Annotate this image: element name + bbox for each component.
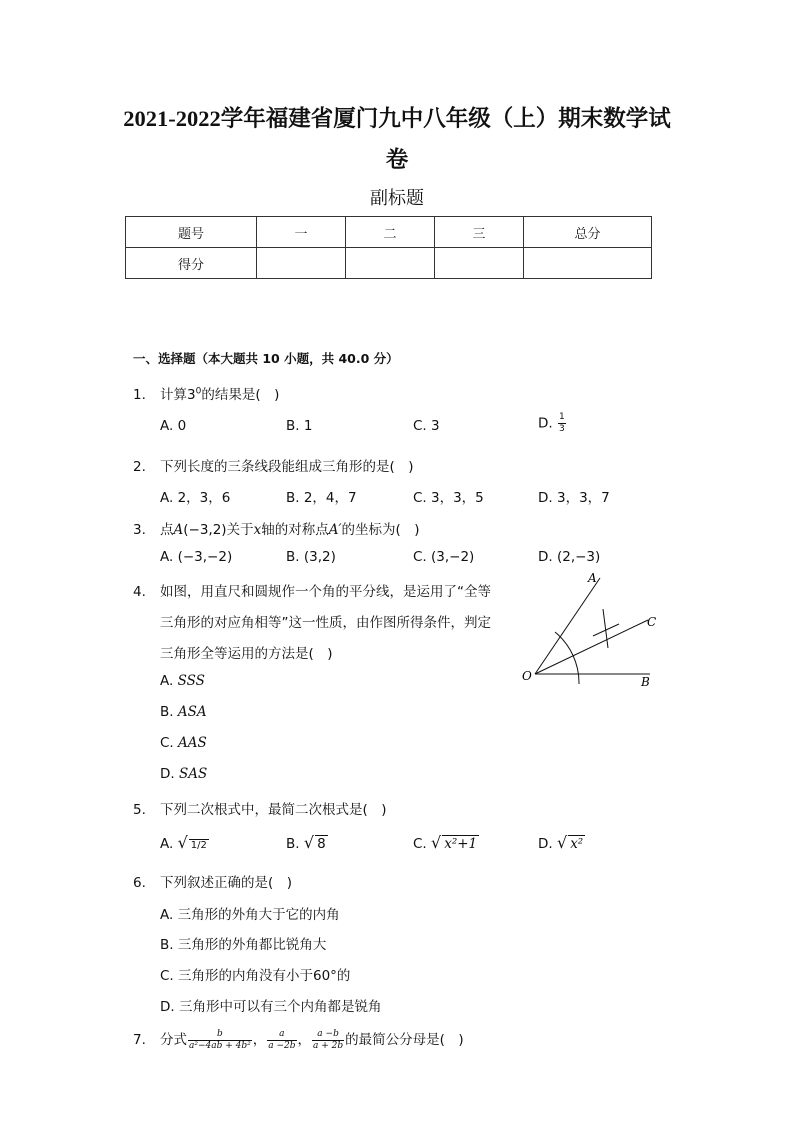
point-label: A′ xyxy=(328,522,342,538)
label-a: A xyxy=(588,571,597,585)
question-number: 1. xyxy=(133,387,146,403)
title-line-2: 卷 xyxy=(385,147,409,172)
numerator: b xyxy=(188,1029,252,1041)
option-d[interactable] xyxy=(538,833,585,852)
radical-sign: √ xyxy=(556,833,568,852)
question-text: 轴的对称点 xyxy=(261,522,329,538)
header-cell: 一 xyxy=(257,217,346,248)
exponent: 0 xyxy=(195,386,202,397)
question-text: 的结果是( ) xyxy=(201,387,280,403)
option-c[interactable] xyxy=(413,833,479,852)
option-b[interactable]: B. (3,2) xyxy=(286,549,336,565)
question-2 xyxy=(133,455,414,475)
exam-title xyxy=(120,98,674,180)
radicand: 1/2 xyxy=(190,840,207,851)
header-cell: 三 xyxy=(435,217,524,248)
option-label: A. xyxy=(160,836,178,852)
option-a[interactable]: A. (−3,−2) xyxy=(160,549,233,565)
question-text: 下列长度的三条线段能组成三角形的是( ) xyxy=(160,459,414,475)
option-label: A. xyxy=(160,673,178,689)
radical-sign: √ xyxy=(303,833,315,852)
question-text: 下列二次根式中，最简二次根式是( ) xyxy=(160,802,387,818)
denominator: a²−4ab + 4b² xyxy=(189,1040,251,1051)
point-label: A xyxy=(173,522,184,538)
ray-oc xyxy=(535,620,648,674)
question-3 xyxy=(133,518,420,538)
radical-sign: √ xyxy=(177,833,188,852)
question-text: 的坐标为( ) xyxy=(341,522,420,538)
radicand: 8 xyxy=(317,836,326,852)
denominator: a −2b xyxy=(268,1040,296,1051)
row-label: 得分 xyxy=(126,248,257,279)
numerator: a xyxy=(267,1029,296,1041)
option-a[interactable]: A. 0 xyxy=(160,418,187,434)
question-number: 4. xyxy=(133,584,146,600)
question-text: 下列叙述正确的是( ) xyxy=(160,875,293,891)
fraction xyxy=(558,412,566,435)
numerator: 1 xyxy=(558,412,565,422)
label-c: C xyxy=(647,615,657,629)
numerator: a −b xyxy=(312,1029,344,1041)
option-d[interactable]: D. 三角形中可以有三个内角都是锐角 xyxy=(160,999,382,1015)
question-4 xyxy=(133,580,491,600)
option-value: SAS xyxy=(178,766,208,782)
question-number: 5. xyxy=(133,802,146,818)
question-text: 的最简公分母是( ) xyxy=(345,1032,464,1048)
option-d[interactable]: D. 3，3，7 xyxy=(538,490,610,506)
score-table-header-row xyxy=(126,217,652,248)
angle-bisector-figure xyxy=(515,568,665,693)
score-table xyxy=(125,216,652,279)
option-d[interactable] xyxy=(538,412,567,435)
option-b[interactable]: B. 三角形的外角都比锐角大 xyxy=(160,937,327,953)
option-c[interactable]: C. (3,−2) xyxy=(413,549,475,565)
section-heading: 一、选择题（本大题共 10 小题，共 40.0 分） xyxy=(133,351,399,366)
header-cell: 总分 xyxy=(524,217,652,248)
fraction xyxy=(188,1029,252,1052)
question-1 xyxy=(133,383,279,403)
ray-oa xyxy=(535,578,600,674)
option-c[interactable] xyxy=(160,735,207,751)
question-7 xyxy=(133,1028,464,1052)
denominator: 3 xyxy=(558,424,565,434)
option-d[interactable]: D. (2,−3) xyxy=(538,549,601,565)
fraction xyxy=(267,1029,296,1052)
question-text: 计算3 xyxy=(160,387,196,403)
option-a[interactable] xyxy=(160,833,209,852)
option-a[interactable]: A. 三角形的外角大于它的内角 xyxy=(160,907,340,923)
axis-label: x xyxy=(253,522,262,538)
option-a[interactable]: A. 2，3，6 xyxy=(160,490,231,506)
header-cell: 题号 xyxy=(126,217,257,248)
header-cell: 二 xyxy=(346,217,435,248)
label-o: O xyxy=(522,669,532,683)
option-value: AAS xyxy=(178,735,207,751)
score-cell[interactable] xyxy=(435,248,524,279)
question-text: 如图，用直尺和圆规作一个角的平分线，是运用了“全等 xyxy=(160,584,491,600)
radical-sign: √ xyxy=(431,833,442,852)
separator: ， xyxy=(297,1032,311,1048)
title-line-1: 2021-2022学年福建省厦门九中八年级（上）期末数学试 xyxy=(123,106,671,131)
option-d[interactable] xyxy=(160,766,207,782)
option-a[interactable] xyxy=(160,673,205,689)
arc-mark xyxy=(603,609,608,648)
score-table-score-row xyxy=(126,248,652,279)
question-text: (−3,2)关于 xyxy=(183,522,254,538)
option-b[interactable]: B. 1 xyxy=(286,418,313,434)
option-c[interactable]: C. 3，3，5 xyxy=(413,490,484,506)
radicand: x²+1 xyxy=(444,836,478,852)
option-label: C. xyxy=(160,735,179,751)
radicand: x² xyxy=(570,836,584,852)
option-b[interactable]: B. 2，4，7 xyxy=(286,490,357,506)
option-value: ASA xyxy=(177,704,207,720)
score-cell[interactable] xyxy=(346,248,435,279)
option-c[interactable]: C. 3 xyxy=(413,418,440,434)
label-b: B xyxy=(641,675,650,689)
question-number: 7. xyxy=(133,1032,146,1048)
option-label: B. xyxy=(286,836,304,852)
option-label: D. xyxy=(538,836,557,852)
denominator: a + 2b xyxy=(313,1040,344,1051)
question-6 xyxy=(133,871,292,891)
option-c[interactable]: C. 三角形的内角没有小于60°的 xyxy=(160,968,351,984)
score-cell[interactable] xyxy=(257,248,346,279)
option-label: D. xyxy=(160,766,179,782)
option-label: C. xyxy=(413,836,432,852)
question-number: 2. xyxy=(133,459,146,475)
option-b[interactable] xyxy=(286,833,328,852)
question-text: 分式 xyxy=(160,1032,187,1048)
question-number: 6. xyxy=(133,875,146,891)
option-label: B. xyxy=(160,704,178,720)
subtitle: 副标题 xyxy=(370,188,424,209)
question-5 xyxy=(133,798,387,818)
option-b[interactable] xyxy=(160,704,207,720)
question-text: 三角形的对应角相等”这一性质，由作图所得条件，判定 xyxy=(160,615,491,631)
option-value: SSS xyxy=(177,673,205,689)
option-label: D. xyxy=(538,415,557,432)
question-text: 点 xyxy=(160,522,174,538)
question-number: 3. xyxy=(133,522,146,538)
question-text: 三角形全等运用的方法是( ) xyxy=(160,646,333,662)
fraction xyxy=(312,1029,344,1052)
separator: ， xyxy=(252,1032,267,1048)
score-cell[interactable] xyxy=(524,248,652,279)
